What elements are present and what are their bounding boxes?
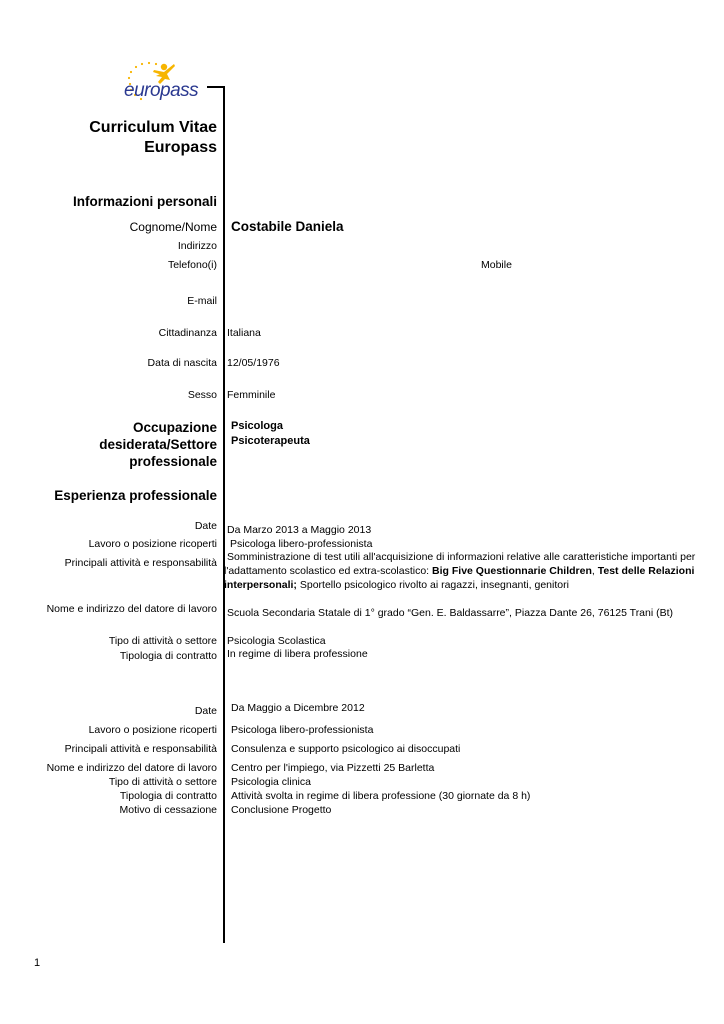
occupation-label-line1: Occupazione [132, 420, 217, 435]
citizenship-value: Italiana [227, 327, 261, 339]
job1-role-value: Psicologa libero-professionista [230, 538, 373, 550]
job1-date-value: Da Marzo 2013 a Maggio 2013 [227, 524, 372, 536]
job1-activities-line3: interpersonali; Sportello psicologico rivolto ai ragazzi, insegnanti, genitori [224, 579, 569, 591]
job1-role-label: Lavoro o posizione ricoperti [88, 538, 217, 550]
page-number: 1 [34, 957, 41, 969]
citizenship-label: Cittadinanza [158, 327, 217, 339]
job2-end-value: Conclusione Progetto [231, 804, 332, 816]
occupation-label-line2: desiderata/Settore [99, 437, 217, 452]
job1-sector-value: Psicologia Scolastica [227, 635, 326, 647]
job1-sector-label: Tipo di attività o settore [108, 635, 217, 647]
job2-role-value: Psicologa libero-professionista [231, 724, 374, 736]
name-value: Costabile Daniela [231, 219, 344, 234]
job1-employer-label: Nome e indirizzo del datore di lavoro [46, 603, 217, 615]
job2-activities-value: Consulenza e supporto psicologico ai disoccupati [231, 743, 461, 755]
section-experience: Esperienza professionale [54, 488, 217, 503]
job2-contract-value: Attività svolta in regime di libera professione (30 giornate da 8 h) [231, 790, 531, 802]
job1-activities-line1: Somministrazione di test utili all'acquisizione di informazioni relative alle caratteristiche importanti per [227, 551, 696, 563]
birth-date-value: 12/05/1976 [227, 357, 280, 369]
birth-date-label: Data di nascita [147, 357, 217, 369]
job1-contract-label: Tipologia di contratto [119, 650, 217, 662]
phone-label: Telefono(i) [167, 259, 217, 271]
mobile-label: Mobile [481, 259, 512, 271]
name-label: Cognome/Nome [129, 220, 217, 234]
section-personal-info: Informazioni personali [72, 194, 217, 209]
job1-activities-label: Principali attività e responsabilità [64, 557, 217, 569]
job2-activities-label: Principali attività e responsabilità [64, 743, 217, 755]
job2-employer-value: Centro per l'impiego, via Pizzetti 25 Barletta [231, 762, 435, 774]
job2-sector-value: Psicologia clinica [231, 776, 311, 788]
address-label: Indirizzo [177, 240, 217, 252]
job2-date-label: Date [194, 705, 217, 717]
email-label: E-mail [187, 295, 217, 307]
job2-contract-label: Tipologia di contratto [119, 790, 217, 802]
occupation-value-line1: Psicologa [231, 420, 283, 432]
job2-employer-label: Nome e indirizzo del datore di lavoro [46, 762, 217, 774]
vertical-divider [223, 86, 225, 943]
job1-employer-value: Scuola Secondaria Statale di 1° grado “Gen. E. Baldassarre”, Piazza Dante 26, 76125 Trani (Bt) [227, 607, 674, 619]
job2-role-label: Lavoro o posizione ricoperti [88, 724, 217, 736]
europass-wordmark: europass [124, 80, 199, 101]
job1-date-label: Date [194, 520, 217, 532]
job2-sector-label: Tipo di attività o settore [108, 776, 217, 788]
europass-logo [120, 58, 212, 106]
divider-top-tick [207, 86, 225, 88]
job1-contract-value: In regime di libera professione [227, 648, 368, 660]
sex-value: Femminile [227, 389, 276, 401]
cv-title-line1: Curriculum Vitae [89, 119, 217, 136]
sex-label: Sesso [187, 389, 217, 401]
occupation-label-line3: professionale [129, 454, 217, 469]
cv-title-line2: Europass [144, 139, 217, 156]
job2-end-label: Motivo di cessazione [119, 804, 217, 816]
occupation-value-line2: Psicoterapeuta [231, 435, 310, 447]
job2-date-value: Da Maggio a Dicembre 2012 [231, 702, 365, 714]
job1-activities-line2: l'adattamento scolastico ed extra-scolastico: Big Five Questionnarie Children, Test delle Relazioni [224, 565, 695, 577]
